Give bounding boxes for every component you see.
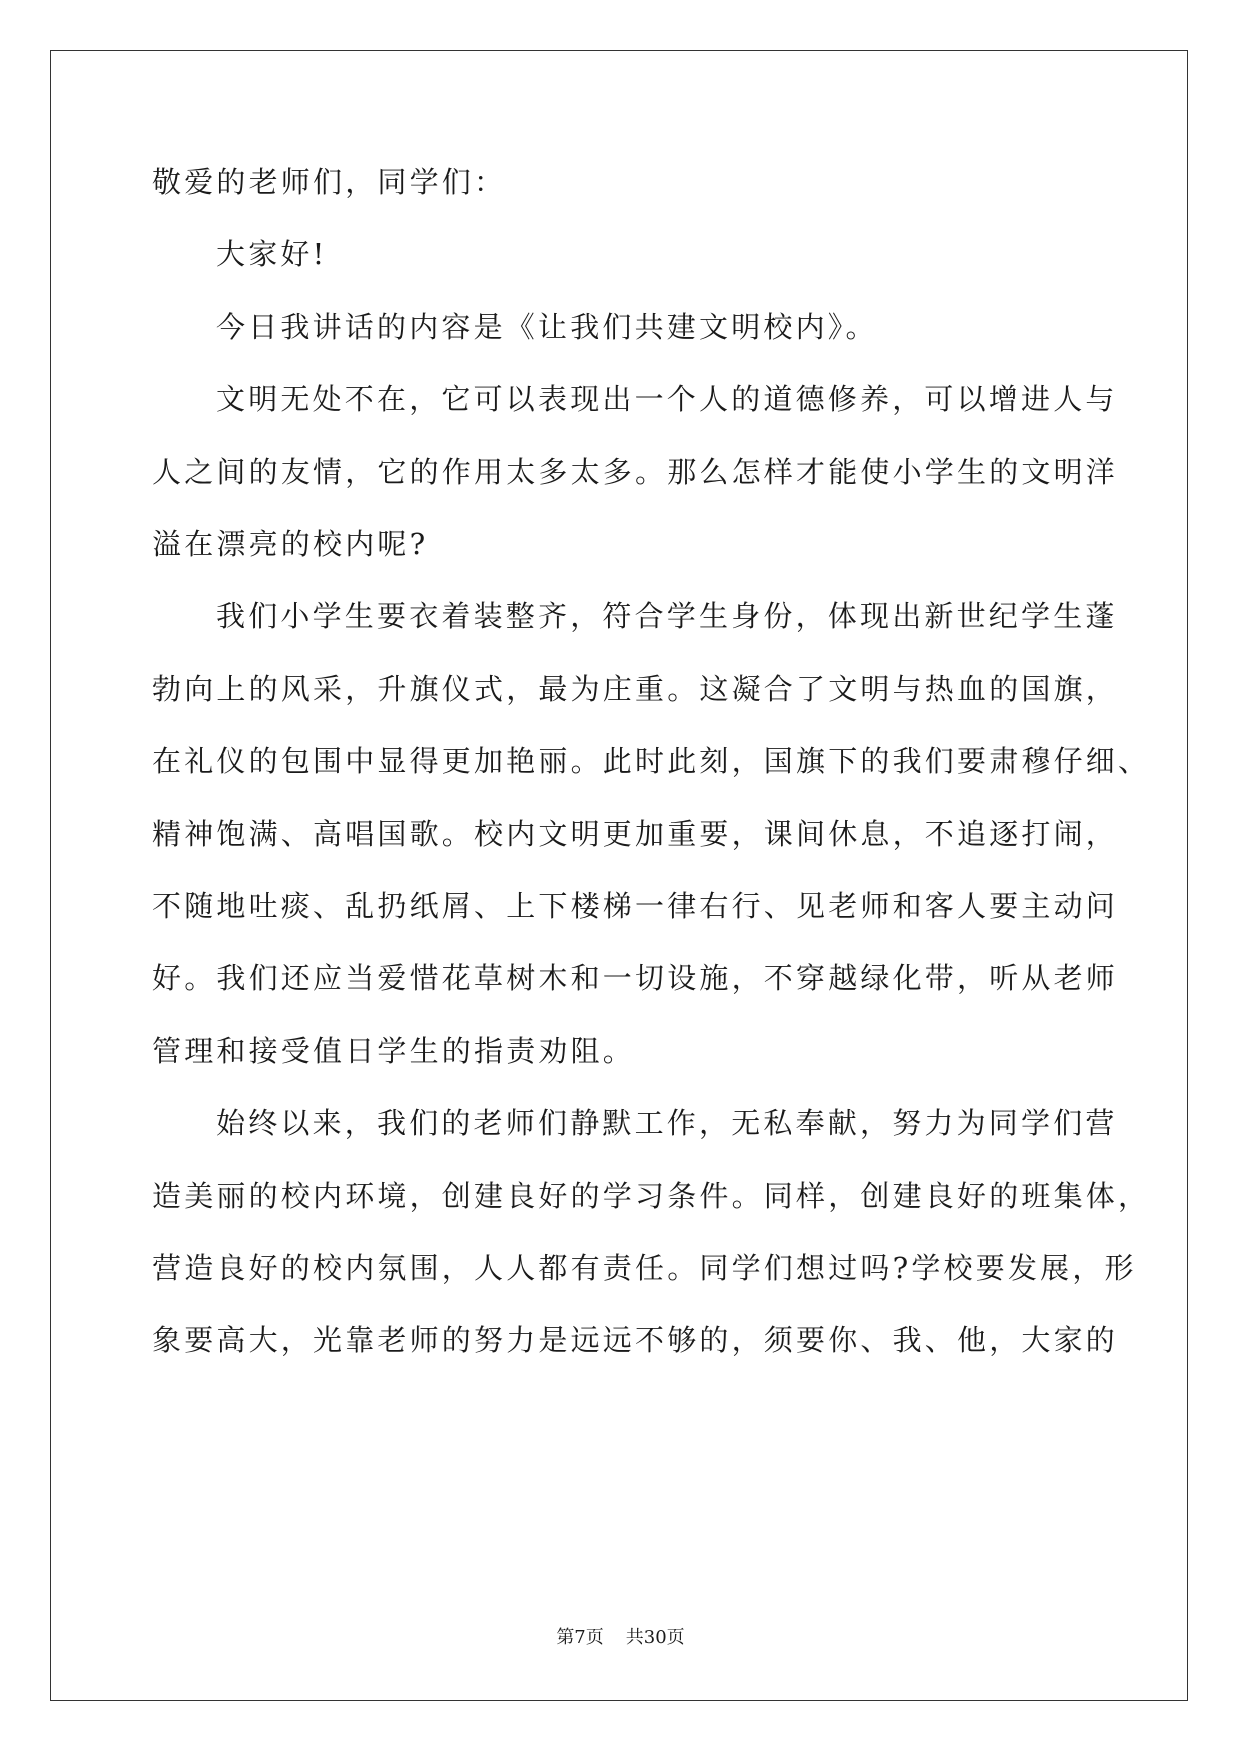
page-number: 第7页 xyxy=(556,1627,604,1648)
text-line-5: 人之间的友情，它的作用太多太多。那么怎样才能使小学生的文明洋 xyxy=(152,455,1119,489)
text-line-7: 我们小学生要衣着装整齐，符合学生身份，体现出新世纪学生蓬 xyxy=(216,599,1118,633)
text-line-12: 好。我们还应当爱惜花草树木和一切设施，不穿越绿化带，听从老师 xyxy=(152,961,1119,995)
text-line-13: 管理和接受值日学生的指责劝阻。 xyxy=(152,1034,636,1068)
text-line-6: 溢在漂亮的校内呢? xyxy=(152,527,429,561)
text-line-1: 敬爱的老师们，同学们： xyxy=(152,165,507,199)
text-line-10: 精神饱满、高唱国歌。校内文明更加重要，课间休息，不追逐打闹， xyxy=(152,817,1119,851)
text-line-8: 勃向上的风采，升旗仪式，最为庄重。这凝合了文明与热血的国旗， xyxy=(152,672,1119,706)
text-line-4: 文明无处不在，它可以表现出一个人的道德修养，可以增进人与 xyxy=(216,382,1118,416)
text-line-11: 不随地吐痰、乱扔纸屑、上下楼梯一律右行、见老师和客人要主动问 xyxy=(152,889,1119,923)
text-line-14: 始终以来，我们的老师们静默工作，无私奉献，努力为同学们营 xyxy=(216,1106,1118,1140)
text-line-17: 象要高大，光靠老师的努力是远远不够的，须要你、我、他，大家的 xyxy=(152,1323,1119,1357)
text-line-3: 今日我讲话的内容是《让我们共建文明校内》。 xyxy=(216,310,878,344)
page-total: 共30页 xyxy=(625,1627,685,1648)
text-line-2: 大家好! xyxy=(216,237,328,271)
page-footer xyxy=(0,1623,1241,1649)
page-frame xyxy=(50,50,1188,1701)
text-line-15: 造美丽的校内环境，创建良好的学习条件。同样，创建良好的班集体， xyxy=(152,1179,1151,1213)
text-line-16: 营造良好的校内氛围，人人都有责任。同学们想过吗?学校要发展，形 xyxy=(152,1251,1137,1285)
text-line-9: 在礼仪的包围中显得更加艳丽。此时此刻，国旗下的我们要肃穆仔细、 xyxy=(152,744,1151,778)
